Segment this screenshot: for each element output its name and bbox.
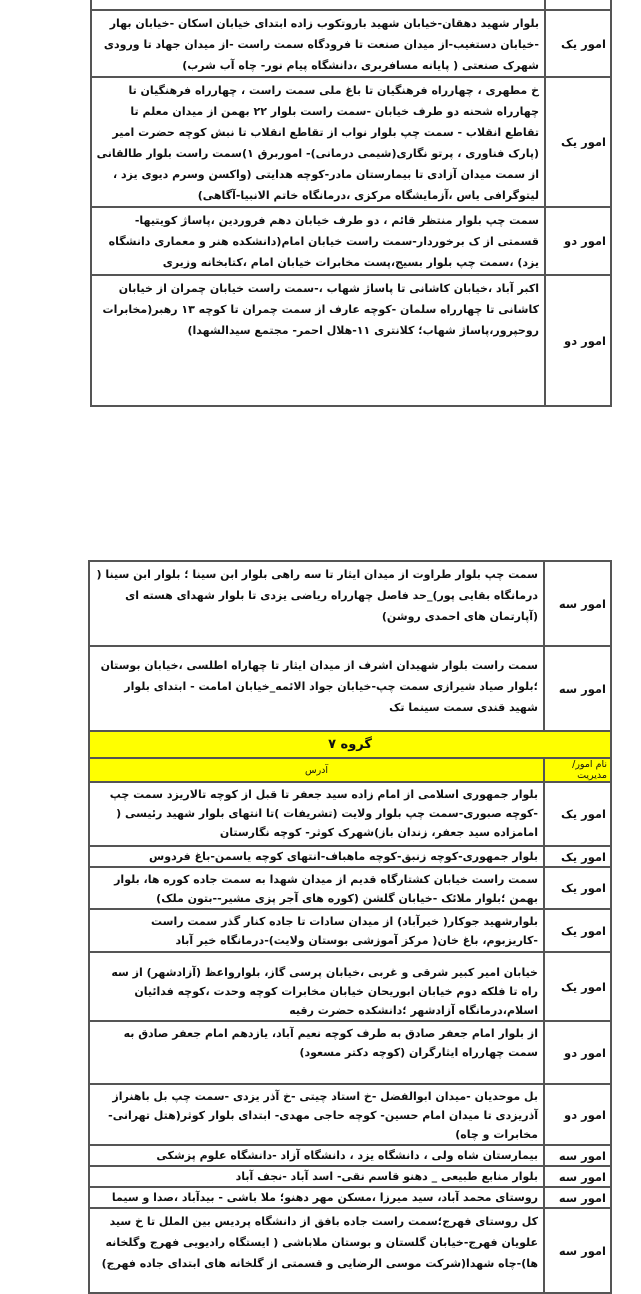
department-name: امور یک [544, 909, 611, 952]
address-cell: بلوار جمهوری اسلامی از امام زاده سید جعفر تا قبل از کوچه تالاریزد سمت چپ -کوچه صبوری-سمت چپ بلوار ولایت (تشریفات )تا انتهای بلوار شهید رئیسی ( امامزاده سید جعفر، زندان باز)شهرک کوثر- کوچه نگارستان [89, 782, 544, 846]
department-name: امور سه [544, 1166, 611, 1187]
address-cell: از بلوار امام جعفر صادق به طرف کوچه نعیم آباد، یازدهم امام جعفر صادق به سمت چهارراه ایثارگران (کوچه دکتر مسعود) [89, 1021, 544, 1084]
address-cell: بلوار شهید دهقان-خیابان شهید باروتکوب زاده ابتدای خیابان اسکان -خیابان بهار -خیابان دستغیب-از میدان صنعت تا فرودگاه سمت راست -از میدان جهاد تا ورودی شهرک صنعتی ( پایانه مسافربری ،دانشگاه پیام نور- چاه آب شرب) [91, 10, 545, 77]
top-address-table [90, 0, 612, 407]
table-row [89, 782, 611, 846]
address-cell: بلوار جمهوری-کوچه زنبق-کوچه ماهباف-انتهای کوچه یاسمن-باغ فردوس [89, 846, 544, 867]
department-name: امور دو [545, 275, 611, 406]
address-cell: بلوارشهید جوکار( خیرآباد) از میدان سادات تا جاده کنار گذر سمت راست -کاریزبوم، باغ خان( مرکز آموزشی بوستان ولایت)-درمانگاه خیر آباد [89, 909, 544, 952]
table-row [89, 952, 611, 1021]
department-name [545, 0, 611, 10]
address-cell: خیابان امیر کبیر شرقی و غربی ،خیابان پرسی گاز، بلوارواعظ (آزادشهر) از سه راه تا فلکه دوم خیابان ابوریحان خیابان مخابرات کوچه وحدت ،کوچه فدائیان اسلام،درمانگاه آزادشهر ؛دانشکده حضرت رقیه [89, 952, 544, 1021]
table-row [91, 207, 611, 275]
table-row [89, 846, 611, 867]
address-cell: اکبر آباد ،خیابان کاشانی تا پاساژ شهاب ،-سمت راست خیابان چمران از خیابان کاشانی تا چهارراه سلمان -کوچه عارف از سمت چمران تا کوچه ۱۳ رهبر(مخابرات روحپرور،پاساژ شهاب؛ کلانتری ۱۱-هلال احمر- مجتمع سیدالشهدا) [91, 275, 545, 406]
department-name: امور دو [545, 207, 611, 275]
department-name: امور سه [544, 561, 611, 646]
table-row [89, 1166, 611, 1187]
address-cell: سمت چپ بلوار طراوت از میدان ایثار تا سه راهی بلوار ابن سینا ؛ بلوار ابن سینا ( درمانگاه بقایی پور)_حد فاصل چهارراه ریاضی یزدی تا بلوار شهدای هسته ای (آپارتمان های احمدی روشن) [89, 561, 544, 646]
department-name: امور دو [544, 1084, 611, 1145]
address-cell: سمت راست بلوار شهیدان اشرف از میدان ایثار تا چهاراه اطلسی ،خیابان بوستان ؛بلوار صیاد شیرازی سمت چپ-خیابان جواد الائمه_خیابان امامت - ابتدای بلوار شهید قندی سمت سینما تک [89, 646, 544, 731]
table-row [91, 275, 611, 406]
address-cell: روستای محمد آباد، سید میرزا ،مسکن مهر دهنو؛ ملا باشی - بیدآباد ،صدا و سیما [89, 1187, 544, 1208]
table-row [89, 1187, 611, 1208]
department-name: امور سه [544, 1208, 611, 1293]
table-row [91, 77, 611, 207]
table-row [89, 1084, 611, 1145]
address-cell: خ مطهری ، چهارراه فرهنگیان تا باغ ملی سمت راست ، چهارراه فرهنگیان تا چهارراه شحنه دو طرف خیابان -سمت راست بلوار ۲۲ بهمن از میدان معلم تا تقاطع انقلاب - سمت چپ بلوار نواب از تقاطع انقلاب تا نبش کوچه حضرت امیر (پارک فناوری ، پرتو نگاری(شیمی درمانی)- اموربرق ۱)سمت راست بلوار طالقانی از سمت میدان آزادی تا بیمارستان مادر-کوچه هدایتی (واکسن وسرم دیوی یزد ، لیتوگرافی یاس ،آزمایشگاه مرکزی ،درمانگاه خاتم الانبیا-آگاهی) [91, 77, 545, 207]
department-name: امور سه [544, 1145, 611, 1166]
address-cell: سمت چپ بلوار منتظر قائم ، دو طرف خیابان دهم فروردین ،پاساژ کویتیها-قسمتی از ک برخوردار-سمت راست خیابان امام(دانشکده هنر و معماری دانشگاه یزد) ،سمت چپ بلوار بسیج،پست مخابرات خیابان امام ،کتابخانه وزیری [91, 207, 545, 275]
table-row [91, 10, 611, 77]
column-header-department: نام امور/مدیریت [544, 758, 611, 782]
address-cell: بل موحدیان -میدان ابوالفضل -خ استاد چیتی -خ آذر یزدی -سمت چپ بل باهنراز آذریزدی تا میدان امام حسین- کوچه حاجی مهدی- ابتدای بلوار کوثر(هتل تهرانی-مخابرات و چاه) [89, 1084, 544, 1145]
address-cell: بلوار منابع طبیعی _ دهنو قاسم نقی- اسد آباد -نجف آباد [89, 1166, 544, 1187]
table-row [89, 1145, 611, 1166]
address-cell: سمت راست خیابان کشتارگاه قدیم از میدان شهدا به سمت جاده کوره ها، بلوار بهمن ؛بلوار ملائک -خیابان گلشن (کوره های آجر پزی مشیر--بتون ملک) [89, 867, 544, 909]
table-row [89, 1021, 611, 1084]
table-row [89, 646, 611, 731]
table-row [89, 867, 611, 909]
address-cell: بیمارستان شاه ولی ، دانشگاه یزد ، دانشگاه آزاد -دانشگاه علوم پزشکی [89, 1145, 544, 1166]
group-title-row [89, 731, 611, 758]
department-name: امور یک [545, 10, 611, 77]
header-row [89, 758, 611, 782]
group-title: گروه ۷ [89, 731, 611, 758]
bottom-address-table [88, 560, 612, 1294]
table-row [89, 561, 611, 646]
table-row [89, 909, 611, 952]
department-name: امور یک [545, 77, 611, 207]
department-name: امور یک [544, 782, 611, 846]
department-name: امور یک [544, 846, 611, 867]
department-name: امور دو [544, 1021, 611, 1084]
column-header-address: آدرس [89, 758, 544, 782]
address-cell [91, 0, 545, 10]
department-name: امور سه [544, 646, 611, 731]
department-name: امور یک [544, 952, 611, 1021]
department-name: امور یک [544, 867, 611, 909]
table-row [91, 0, 611, 10]
department-name: امور سه [544, 1187, 611, 1208]
address-cell: کل روستای فهرج؛سمت راست جاده بافق از دانشگاه پردیس بین الملل تا خ سید علویان فهرج-خیابان گلستان و بوستان ملاباشی ( ایستگاه رادیویی فهرج وگلخانه ها)-چاه شهدا(شرکت موسی الرضایی و قسمتی از گلخانه های ابتدای جاده فهرج) [89, 1208, 544, 1293]
table-row [89, 1208, 611, 1293]
